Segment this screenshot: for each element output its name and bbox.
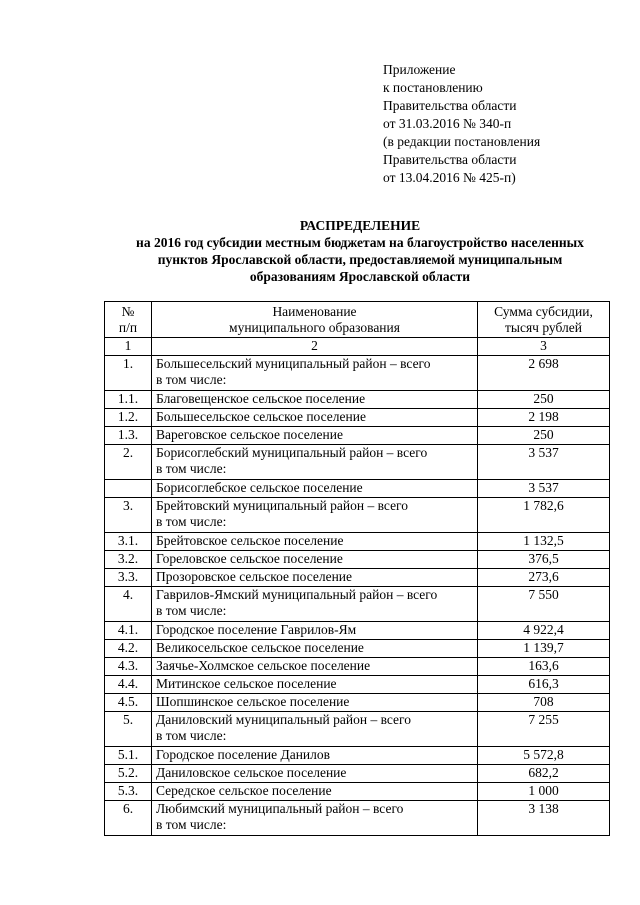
table-row xyxy=(105,640,610,658)
row-number: 3. xyxy=(105,498,152,533)
row-sub-text: в том числе: xyxy=(156,372,227,387)
row-sum: 3 138 xyxy=(478,801,610,836)
row-name xyxy=(152,801,478,836)
row-name-text: Даниловское сельское поселение xyxy=(156,765,347,780)
row-sub-text: в том числе: xyxy=(156,461,227,476)
row-number: 4.5. xyxy=(105,694,152,712)
row-sub-text: в том числе: xyxy=(156,603,227,618)
row-name-text: Брейтовское сельское поселение xyxy=(156,533,344,548)
row-name-text: Митинское сельское поселение xyxy=(156,676,337,691)
row-name xyxy=(152,551,478,569)
row-name-text: Прозоровское сельское поселение xyxy=(156,569,353,584)
table-row xyxy=(105,391,610,409)
row-number: 6. xyxy=(105,801,152,836)
header-name-line: муниципального образования xyxy=(229,320,400,335)
row-name-text: Заячье-Холмское сельское поселение xyxy=(156,658,371,673)
table-row xyxy=(105,356,610,391)
table-row xyxy=(105,783,610,801)
row-number: 2. xyxy=(105,445,152,480)
row-sum: 5 572,8 xyxy=(478,747,610,765)
row-name xyxy=(152,640,478,658)
row-name-text: Шопшинское сельское поселение xyxy=(156,694,350,709)
row-number: 1.3. xyxy=(105,427,152,445)
row-name-text: Большесельское сельское поселение xyxy=(156,409,366,424)
row-name xyxy=(152,391,478,409)
row-name xyxy=(152,356,478,391)
appendix-line: Приложение xyxy=(383,62,456,77)
row-number: 4.4. xyxy=(105,676,152,694)
column-index: 2 xyxy=(152,338,478,356)
row-name xyxy=(152,712,478,747)
table-row xyxy=(105,747,610,765)
row-number: 3.3. xyxy=(105,569,152,587)
row-name xyxy=(152,676,478,694)
row-name xyxy=(152,533,478,551)
header-name xyxy=(152,302,478,338)
row-sum: 3 537 xyxy=(478,480,610,498)
row-number: 4.3. xyxy=(105,658,152,676)
header-sum-line: тысяч рублей xyxy=(505,320,582,335)
header-number xyxy=(105,302,152,338)
row-name xyxy=(152,765,478,783)
header-name-line: Наименование xyxy=(272,304,357,319)
row-name xyxy=(152,498,478,533)
row-name xyxy=(152,622,478,640)
row-number: 4.2. xyxy=(105,640,152,658)
row-name xyxy=(152,587,478,622)
table-row xyxy=(105,712,610,747)
row-number: 3.2. xyxy=(105,551,152,569)
table-row xyxy=(105,801,610,836)
row-number: 1.1. xyxy=(105,391,152,409)
row-sum: 3 537 xyxy=(478,445,610,480)
appendix-line: от 13.04.2016 № 425-п) xyxy=(383,170,516,185)
row-name-text: Гаврилов-Ямский муниципальный район – всего xyxy=(156,587,438,602)
table-row xyxy=(105,551,610,569)
document-subtitle-line: на 2016 год субсидии местным бюджетам на благоустройство населенных xyxy=(136,235,584,250)
row-sub-text: в том числе: xyxy=(156,514,227,529)
appendix-line: Правительства области xyxy=(383,98,517,113)
table-row xyxy=(105,427,610,445)
row-name-text: Любимский муниципальный район – всего xyxy=(156,801,404,816)
column-index-row xyxy=(105,338,610,356)
row-sum: 250 xyxy=(478,391,610,409)
row-sum: 1 782,6 xyxy=(478,498,610,533)
row-name xyxy=(152,783,478,801)
row-sum: 7 255 xyxy=(478,712,610,747)
table-row xyxy=(105,409,610,427)
row-name xyxy=(152,658,478,676)
row-sub-text: в том числе: xyxy=(156,728,227,743)
row-sum: 250 xyxy=(478,427,610,445)
row-number: 5.3. xyxy=(105,783,152,801)
column-index: 1 xyxy=(105,338,152,356)
row-sum: 708 xyxy=(478,694,610,712)
row-name-text: Даниловский муниципальный район – всего xyxy=(156,712,411,727)
table-row xyxy=(105,658,610,676)
row-sub-text: в том числе: xyxy=(156,817,227,832)
document-title: РАСПРЕДЕЛЕНИЕ xyxy=(299,218,421,233)
row-sum: 4 922,4 xyxy=(478,622,610,640)
row-number xyxy=(105,480,152,498)
row-name-text: Середское сельское поселение xyxy=(156,783,332,798)
row-name xyxy=(152,409,478,427)
table-row xyxy=(105,498,610,533)
table-row xyxy=(105,765,610,783)
table-row xyxy=(105,676,610,694)
table-body xyxy=(105,356,610,836)
document-subtitle-line: образованиям Ярославской области xyxy=(249,269,471,284)
row-number: 5. xyxy=(105,712,152,747)
appendix-line: к постановлению xyxy=(383,80,483,95)
row-name xyxy=(152,747,478,765)
row-name-text: Городское поселение Гаврилов-Ям xyxy=(156,622,357,637)
table-row xyxy=(105,445,610,480)
header-number-line: № xyxy=(121,304,135,319)
row-sum: 376,5 xyxy=(478,551,610,569)
row-sum: 163,6 xyxy=(478,658,610,676)
row-number: 5.2. xyxy=(105,765,152,783)
row-name-text: Вареговское сельское поселение xyxy=(156,427,343,442)
row-sum: 682,2 xyxy=(478,765,610,783)
document-subtitle-line: пунктов Ярославской области, предоставляемой муниципальным xyxy=(157,252,563,267)
row-sum: 2 698 xyxy=(478,356,610,391)
row-sum: 1 139,7 xyxy=(478,640,610,658)
row-name-text: Большесельский муниципальный район – всего xyxy=(156,356,431,371)
row-name-text: Городское поселение Данилов xyxy=(156,747,331,762)
row-sum: 616,3 xyxy=(478,676,610,694)
header-sum-line: Сумма субсидии, xyxy=(494,304,593,319)
row-name xyxy=(152,569,478,587)
appendix-block xyxy=(383,61,540,187)
row-name-text: Гореловское сельское поселение xyxy=(156,551,343,566)
table-row xyxy=(105,569,610,587)
row-number: 3.1. xyxy=(105,533,152,551)
column-index: 3 xyxy=(478,338,610,356)
row-sum: 273,6 xyxy=(478,569,610,587)
row-number: 5.1. xyxy=(105,747,152,765)
row-name xyxy=(152,480,478,498)
distribution-table xyxy=(104,301,610,836)
appendix-line: от 31.03.2016 № 340-п xyxy=(383,116,512,131)
table-row xyxy=(105,480,610,498)
row-name-text: Борисоглебское сельское поселение xyxy=(156,480,363,495)
row-name xyxy=(152,427,478,445)
row-name-text: Благовещенское сельское поселение xyxy=(156,391,366,406)
row-number: 4.1. xyxy=(105,622,152,640)
table-row xyxy=(105,587,610,622)
header-sum xyxy=(478,302,610,338)
header-number-line: п/п xyxy=(118,320,138,335)
row-name-text: Борисоглебский муниципальный район – всего xyxy=(156,445,428,460)
row-number: 1.2. xyxy=(105,409,152,427)
table-row xyxy=(105,533,610,551)
row-sum: 1 000 xyxy=(478,783,610,801)
row-name xyxy=(152,445,478,480)
row-sum: 2 198 xyxy=(478,409,610,427)
table-header-row xyxy=(105,302,610,338)
table-row xyxy=(105,622,610,640)
row-number: 4. xyxy=(105,587,152,622)
row-number: 1. xyxy=(105,356,152,391)
row-name-text: Брейтовский муниципальный район – всего xyxy=(156,498,409,513)
row-name-text: Великосельское сельское поселение xyxy=(156,640,364,655)
row-sum: 1 132,5 xyxy=(478,533,610,551)
document-heading xyxy=(100,217,620,285)
appendix-line: (в редакции постановления xyxy=(383,134,541,149)
appendix-line: Правительства области xyxy=(383,152,517,167)
row-sum: 7 550 xyxy=(478,587,610,622)
table-row xyxy=(105,694,610,712)
row-name xyxy=(152,694,478,712)
